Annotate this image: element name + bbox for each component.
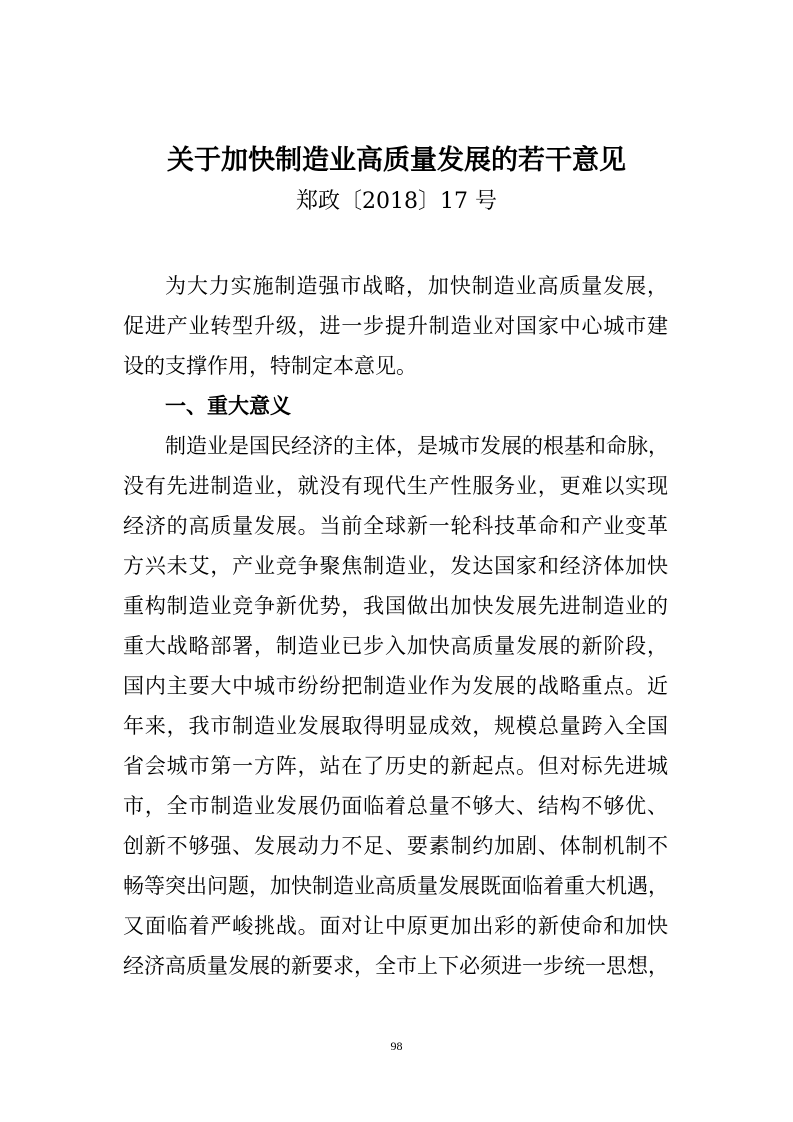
intro-line: 设的支撑作用，特制定本意见。 [123,354,417,378]
section-line: 方兴未艾，产业竞争聚焦制造业，发达国家和经济体加快 [123,554,668,578]
section-line: 国内主要大中城市纷纷把制造业作为发展的战略重点。近 [123,674,668,698]
section-line: 又面临着严峻挑战。面对让中原更加出彩的新使命和加快 [123,914,668,938]
section-line: 畅等突出问题，加快制造业高质量发展既面临着重大机遇， [123,874,669,898]
section-line: 创新不够强、发展动力不足、要素制约加剧、体制机制不 [123,834,668,858]
section-line: 省会城市第一方阵，站在了历史的新起点。但对标先进城 [123,754,668,778]
section-line: 制造业是国民经济的主体，是城市发展的根基和命脉， [165,434,669,458]
document-number: 郑政〔2018〕17 号 [296,189,497,214]
document-title: 关于加快制造业高质量发展的若干意见 [167,145,626,176]
intro-line: 为大力实施制造强市战略，加快制造业高质量发展， [165,274,668,298]
section-line: 年来，我市制造业发展取得明显成效，规模总量跨入全国 [123,714,668,738]
section-line: 经济的高质量发展。当前全球新一轮科技革命和产业变革 [123,514,668,538]
section-line: 没有先进制造业，就没有现代生产性服务业，更难以实现 [123,474,668,498]
section-heading: 一、重大意义 [165,394,291,418]
intro-line: 促进产业转型升级，进一步提升制造业对国家中心城市建 [123,314,668,338]
section-line: 市，全市制造业发展仍面临着总量不够大、结构不够优、 [123,794,668,818]
page-number: 98 [390,1039,403,1053]
section-line: 重大战略部署，制造业已步入加快高质量发展的新阶段， [123,634,668,658]
section-line: 经济高质量发展的新要求，全市上下必须进一步统一思想， [123,954,669,978]
section-line: 重构制造业竞争新优势，我国做出加快发展先进制造业的 [123,594,668,618]
document-body [123,266,668,986]
